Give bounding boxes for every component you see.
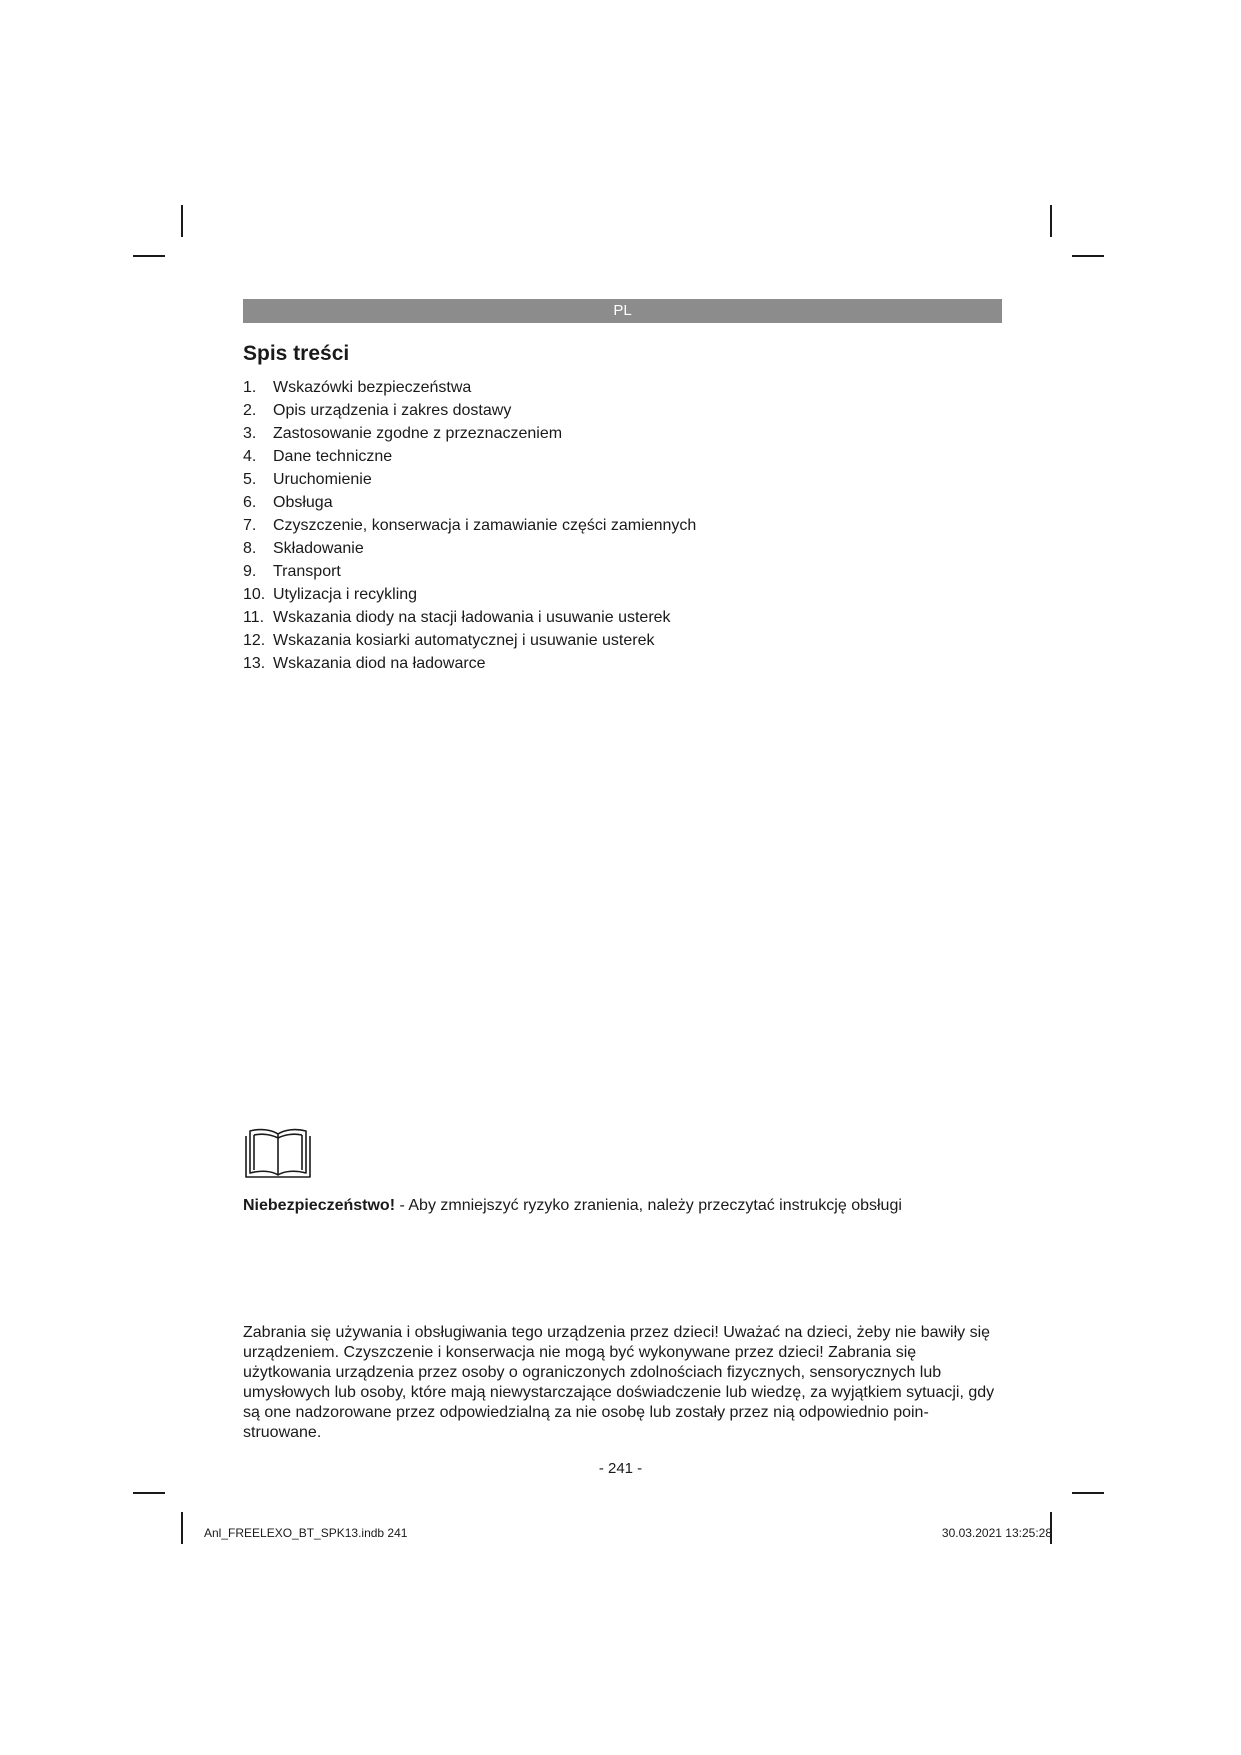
crop-mark-top-right-vertical xyxy=(1050,205,1052,237)
toc-item-number: 7. xyxy=(243,517,257,534)
crop-mark-bottom-left-horizontal xyxy=(133,1492,165,1494)
footer-file-info: Anl_FREELEXO_BT_SPK13.indb 241 xyxy=(204,1526,408,1540)
open-book-icon xyxy=(245,1128,311,1178)
toc-item-label: Dane techniczne xyxy=(273,448,393,465)
toc-item-label: Uruchomienie xyxy=(273,471,372,488)
toc-item-label: Wskazania kosiarki automatycznej i usuwanie usterek xyxy=(273,632,655,649)
toc-title: Spis treści xyxy=(243,342,350,365)
toc-item xyxy=(243,399,696,422)
toc-item-label: Transport xyxy=(273,563,341,580)
toc-item xyxy=(243,514,696,537)
toc-item-number: 6. xyxy=(243,494,257,511)
toc-item xyxy=(243,629,696,652)
language-code: PL xyxy=(613,302,632,319)
toc-item-number: 11. xyxy=(243,609,265,626)
toc-item-number: 3. xyxy=(243,425,257,442)
toc-item xyxy=(243,445,696,468)
warning-text xyxy=(243,1195,1003,1217)
toc-item xyxy=(243,376,696,399)
toc-item-number: 8. xyxy=(243,540,257,557)
warning-label: Niebezpieczeństwo! xyxy=(243,1197,396,1214)
toc-item xyxy=(243,537,696,560)
toc-item-label: Czyszczenie, konserwacja i zamawianie części zamiennych xyxy=(273,517,697,534)
toc-item-label: Zastosowanie zgodne z przeznaczeniem xyxy=(273,425,563,442)
crop-mark-top-left-horizontal xyxy=(133,255,165,257)
warning-message: - Aby zmniejszyć ryzyko zranienia, należy przeczytać instrukcję obsługi xyxy=(395,1197,902,1214)
toc-item-number: 13. xyxy=(243,655,266,672)
toc-list xyxy=(243,376,696,675)
crop-mark-bottom-right-horizontal xyxy=(1072,1492,1104,1494)
toc-item-number: 5. xyxy=(243,471,257,488)
toc-item-label: Obsługa xyxy=(273,494,333,511)
toc-item xyxy=(243,422,696,445)
crop-mark-top-left-vertical xyxy=(181,205,183,237)
toc-item-number: 1. xyxy=(243,379,257,396)
toc-item-number: 12. xyxy=(243,632,266,649)
toc-item xyxy=(243,468,696,491)
toc-item-number: 9. xyxy=(243,563,257,580)
toc-item xyxy=(243,606,696,629)
child-safety-notice: Zabrania się używania i obsługiwania tego urządzenia przez dzieci! Uważać na dzieci, żeby nie bawiły się urządzeniem. Czyszczenie i konserwacja nie mogą być wykonywane przez dzieci! Zabrania się użytkowania urządzenia przez osoby o ograniczonych zdolnościach fizycznych, sensorycznych lub umysłowych lub osoby, które mają niewystarczające doświadczenie lub wiedzę, za wyjątkiem sytuacji, gdy są one nadzorowane przez odpowiedzialną za nie osobę lub zostały przez nią odpowiednio poin-struowane. xyxy=(243,1324,995,1441)
language-bar xyxy=(243,299,1002,323)
toc-item-label: Wskazówki bezpieczeństwa xyxy=(273,379,472,396)
toc-item xyxy=(243,652,696,675)
toc-item-label: Wskazania diod na ładowarce xyxy=(273,655,486,672)
toc-item-label: Utylizacja i recykling xyxy=(273,586,418,603)
toc-item-label: Wskazania diody na stacji ładowania i usuwanie usterek xyxy=(273,609,671,626)
crop-mark-top-right-horizontal xyxy=(1072,255,1104,257)
toc-item xyxy=(243,491,696,514)
toc-item-label: Opis urządzenia i zakres dostawy xyxy=(273,402,512,419)
crop-mark-bottom-left-vertical xyxy=(181,1512,183,1544)
toc-item-number: 2. xyxy=(243,402,257,419)
toc-item xyxy=(243,560,696,583)
toc-item-label: Składowanie xyxy=(273,540,364,557)
toc-item-number: 4. xyxy=(243,448,257,465)
toc-item xyxy=(243,583,696,606)
toc-item-number: 10. xyxy=(243,586,266,603)
page-number: - 241 - xyxy=(598,1460,643,1477)
footer-timestamp: 30.03.2021 13:25:28 xyxy=(941,1526,1052,1540)
